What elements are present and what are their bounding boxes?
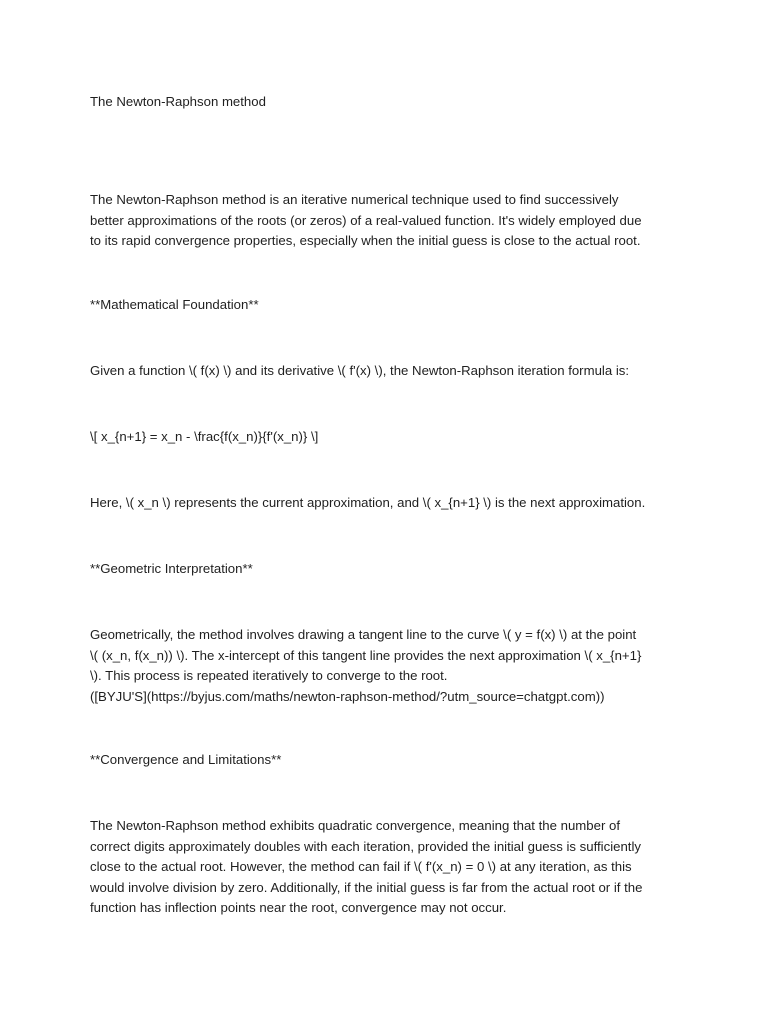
geo-line: \( (x_n, f(x_n)) \). The x-intercept of this tangent line provides the next approximation \( x_{n+1}	[90, 647, 642, 663]
geo-reference-link: ([BYJU'S](https://byjus.com/maths/newton-raphson-method/?utm_source=chatgpt.com))	[90, 688, 605, 704]
conv-line: close to the actual root. However, the method can fail if \( f'(x_n) = 0 \) at any iteration, as this	[90, 859, 632, 874]
conv-line: correct digits approximately doubles with each iteration, provided the initial guess is sufficiently	[90, 838, 641, 854]
conv-line: function has inflection points near the root, convergence may not occur.	[90, 900, 507, 915]
heading-geometric-interpretation: **Geometric Interpretation**	[90, 561, 253, 576]
iteration-formula: \[ x_{n+1} = x_n - \frac{f(x_n)}{f'(x_n)} \]	[90, 429, 319, 444]
intro-line: The Newton-Raphson method is an iterative numerical technique used to find successively	[90, 192, 619, 207]
intro-line: to its rapid convergence properties, especially when the initial guess is close to the actual root.	[90, 233, 641, 248]
intro-paragraph	[90, 190, 690, 252]
heading-convergence-limitations: **Convergence and Limitations**	[90, 752, 282, 767]
geo-line: \). This process is repeated iteratively to converge to the root.	[90, 668, 448, 683]
here-paragraph: Here, \( x_n \) represents the current approximation, and \( x_{n+1} \) is the next approximation.	[90, 495, 646, 510]
heading-mathematical-foundation: **Mathematical Foundation**	[90, 297, 259, 312]
convergence-paragraph	[90, 816, 690, 919]
intro-line: better approximations of the roots (or zeros) of a real-valued function. It's widely employed due	[90, 212, 642, 228]
conv-line: The Newton-Raphson method exhibits quadratic convergence, meaning that the number of	[90, 818, 621, 833]
document-title: The Newton-Raphson method	[90, 94, 266, 109]
conv-line: would involve division by zero. Additionally, if the initial guess is far from the actual root or if the	[90, 879, 643, 895]
geometric-paragraph	[90, 625, 690, 707]
geo-line: Geometrically, the method involves drawing a tangent line to the curve \( y = f(x) \) at the point	[90, 627, 637, 642]
given-paragraph: Given a function \( f(x) \) and its derivative \( f'(x) \), the Newton-Raphson iteration formula is:	[90, 363, 630, 378]
